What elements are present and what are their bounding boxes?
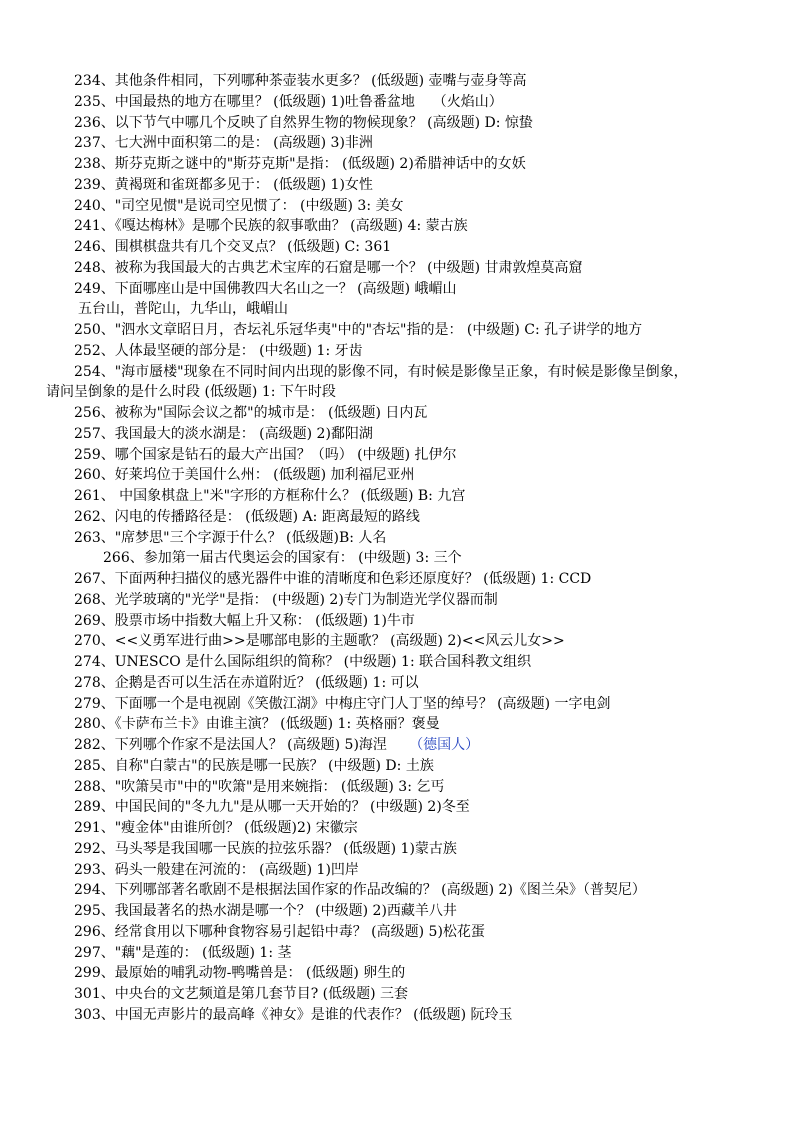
qa-line: 260、好莱坞位于美国什么州： (低级题) 加利福尼亚州 <box>74 467 415 484</box>
qa-line: 257、我国最大的淡水湖是： (高级题) 2)鄱阳湖 <box>74 425 373 442</box>
qa-line: 270、<<义勇军进行曲>>是哪部电影的主题歌？ (高级题) 2)<<风云儿女>> <box>74 633 565 650</box>
qa-line: 248、被称为我国最大的古典艺术宝库的石窟是哪一个？ (中级题) 甘肃敦煌莫高窟 <box>74 259 583 276</box>
qa-line: 240、"司空见惯"是说司空见惯了： (中级题) 3: 美女 <box>74 197 404 214</box>
qa-line: 269、股票市场中指数大幅上升又称： (低级题) 1)牛市 <box>74 612 415 629</box>
qa-line: 289、中国民间的"冬九九"是从哪一天开始的？ (中级题) 2)冬至 <box>74 799 470 816</box>
qa-line: 254、"海市蜃楼"现象在不同时间内出现的影像不同，有时候是影像呈正象，有时候是影像呈倒象， <box>74 363 688 380</box>
qa-line: 297、"藕"是莲的： (低级题) 1: 茎 <box>74 944 292 961</box>
qa-line: 239、黄褐斑和雀斑都多见于： (低级题) 1)女性 <box>74 176 373 193</box>
qa-line: 280、《卡萨布兰卡》由谁主演？ (低级题) 1: 英格丽？褒曼 <box>74 716 440 733</box>
qa-line: 266、参加第一届古代奥运会的国家有： (中级题) 3: 三个 <box>103 550 462 567</box>
qa-line: 282、下列哪个作家不是法国人？ (高级题) 5)海涅 （德国人） <box>74 737 480 753</box>
qa-line: 237、七大洲中面积第二的是： (高级题) 3)非洲 <box>74 135 373 152</box>
note-huoyanshan: （火焰山） <box>432 93 503 110</box>
document-page <box>0 71 794 1026</box>
qa-note-line: 五台山，普陀山，九华山，峨嵋山 <box>78 301 288 318</box>
qa-line: 256、被称为"国际会议之都"的城市是： (低级题) 日内瓦 <box>74 405 428 421</box>
qa-line: 268、光学玻璃的"光学"是指： (中级题) 2)专门为制造光学仪器而制 <box>74 591 498 608</box>
qa-line: 246、围棋棋盘共有几个交叉点？ (低级题) C: 361 <box>74 239 392 255</box>
qa-line: 263、"席梦思"三个字源于什么？ (低级题)B: 人名 <box>74 529 387 546</box>
qa-line: 236、以下节气中哪几个反映了自然界生物的物候现象？ (高级题) D: 惊蛰 <box>74 114 533 131</box>
qa-line: 241、《嘎达梅林》是哪个民族的叙事歌曲？ (高级题) 4: 蒙古族 <box>74 218 468 235</box>
qa-line: 238、斯芬克斯之谜中的"斯芬克斯"是指： (低级题) 2)希腊神话中的女妖 <box>74 156 526 172</box>
qa-line: 234、其他条件相同，下列哪种茶壶装水更多？ (低级题) 壶嘴与壶身等高 <box>74 73 527 89</box>
qa-line: 249、下面哪座山是中国佛教四大名山之一？ (高级题) 峨嵋山 <box>74 280 457 297</box>
qa-line: 285、自称"白蒙古"的民族是哪一民族？ (中级题) D: 土族 <box>74 757 434 774</box>
qa-line: 250、"泗水文章昭日月，杏坛礼乐冠华夷"中的"杏坛"指的是： (中级题) C: 孔子讲学的地方 <box>74 322 643 338</box>
qa-line: 235、中国最热的地方在哪里？ (低级题) 1)吐鲁番盆地 （火焰山） <box>74 93 503 110</box>
qa-line: 296、经常食用以下哪种食物容易引起铅中毒？ (高级题) 5)松花蛋 <box>74 923 485 940</box>
qa-line: 299、最原始的哺乳动物-鸭嘴兽是： (低级题) 卵生的 <box>74 965 406 982</box>
qa-line: 294、下列哪部著名歌剧不是根据法国作家的作品改编的？ (高级题) 2)《图兰朵》（普契尼） <box>74 882 646 899</box>
qa-continuation-line: 请问呈倒象的是什么时段 (低级题) 1: 下午时段 <box>46 384 336 401</box>
qa-line: 267、下面两种扫描仪的感光器件中谁的清晰度和色彩还原度好？ (低级题) 1: CCD <box>74 571 592 587</box>
qa-line: 288、"吹箫吴市"中的"吹箫"是用来婉指： (低级题) 3: 乞丐 <box>74 778 445 795</box>
qa-line: 252、人体最坚硬的部分是： (中级题) 1: 牙齿 <box>74 342 363 359</box>
qa-line: 279、下面哪一个是电视剧《笑傲江湖》中梅庄守门人丁坚的绰号？ (高级题) 一字电剑 <box>74 695 611 712</box>
qa-line: 295、我国最著名的热水湖是哪一个？ (中级题) 2)西藏羊八井 <box>74 903 457 919</box>
qa-line: 261、 中国象棋盘上"米"字形的方框称什么？ (低级题) B: 九宫 <box>74 488 466 504</box>
qa-line: 292、马头琴是我国哪一民族的拉弦乐器？ (低级题) 1)蒙古族 <box>74 840 457 857</box>
qa-line: 262、闪电的传播路径是： (低级题) A: 距离最短的路线 <box>74 508 420 525</box>
qa-line: 301、中央台的文艺频道是第几套节目? (低级题) 三套 <box>74 986 409 1002</box>
qa-line: 303、中国无声影片的最高峰《神女》是谁的代表作？ (低级题) 阮玲玉 <box>74 1006 513 1023</box>
qa-line: 274、UNESCO 是什么国际组织的简称？ (中级题) 1: 联合国科教文组织 <box>74 654 532 670</box>
qa-line: 259、哪个国家是钻石的最大产出国？（吗） (中级题) 扎伊尔 <box>74 446 457 463</box>
qa-line: 291、"瘦金体"由谁所创？ (低级题)2) 宋徽宗 <box>74 820 358 836</box>
note-german: （德国人） <box>409 737 480 753</box>
qa-line: 293、码头一般建在河流的： (高级题) 1)凹岸 <box>74 861 359 878</box>
qa-line: 278、企鹅是否可以生活在赤道附近？ (低级题) 1: 可以 <box>74 674 419 691</box>
